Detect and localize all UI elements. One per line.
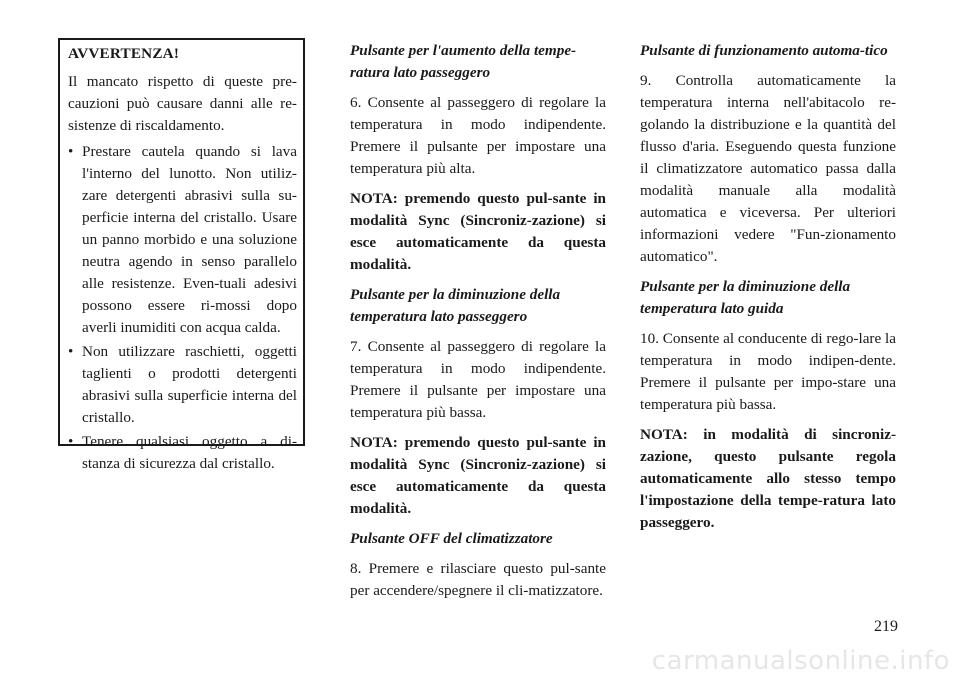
paragraph: 6. Consente al passeggero di regolare la temperatura in modo indipendente. Premere il pulsante per impostare una temperatura più alta.	[350, 94, 606, 177]
paragraph: 8. Premere e rilasciare questo pul-sante per accendere/spegnere il cli-matizzatore.	[350, 560, 606, 599]
warning-bullet-text: Non utilizzare raschietti, oggetti taglienti o prodotti detergenti abrasivi sulla superficie interna del cristallo.	[82, 343, 297, 426]
warning-bullet-list	[68, 141, 297, 475]
section-heading: Pulsante per la diminuzione della temperatura lato passeggero	[350, 286, 561, 325]
bullet-icon: •	[68, 433, 74, 450]
section-heading: Pulsante per la diminuzione della temperatura lato guida	[640, 278, 851, 317]
note: NOTA: in modalità di sincroniz-zazione, questo pulsante regola automaticamente allo stesso tempo l'impostazione della tempe-ratura lato passeggero.	[640, 426, 896, 531]
warning-bullet	[68, 341, 297, 429]
watermark: carmanualsonline.info	[651, 646, 950, 676]
warning-bullet-text: Tenere qualsiasi oggetto a di-stanza di sicurezza dal cristallo.	[82, 433, 297, 472]
warning-intro: Il mancato rispetto di queste pre-cauzioni può causare danni alle re-sistenze di riscaldamento.	[68, 73, 297, 134]
paragraph: 7. Consente al passeggero di regolare la temperatura in modo indipendente. Premere il pulsante per impostare una temperatura più bassa.	[350, 338, 606, 421]
bullet-icon: •	[68, 343, 74, 360]
warning-bullet	[68, 141, 297, 339]
paragraph: 9. Controlla automaticamente la temperatura interna nell'abitacolo re-golando la distribuzione e la quantità del flusso d'aria. Eseguendo questa funzione il climatizzatore automatico passa dalla modalità manuale alla modalità automatica e viceversa. Per ulteriori informazioni vedere "Fun-zionamento automatico".	[640, 72, 896, 265]
section-heading: Pulsante di funzionamento automa-tico	[640, 42, 888, 59]
paragraph: 10. Consente al conducente di rego-lare la temperatura in modo indipen-dente. Premere il pulsante per impo-stare una temperatura più bassa.	[640, 330, 896, 413]
note: NOTA: premendo questo pul-sante in modalità Sync (Sincroniz-zazione) si esce automaticamente da questa modalità.	[350, 434, 606, 517]
section-heading: Pulsante OFF del climatizzatore	[350, 530, 553, 547]
bullet-icon: •	[68, 143, 74, 160]
middle-column	[350, 40, 606, 610]
warning-bullet-text: Prestare cautela quando si lava l'interno del lunotto. Non utiliz-zare detergenti abrasivi sulla su-perficie interna del cristallo. Usare un panno morbido e una soluzione neutra agendo in senso parallelo alle resistenze. Even-tuali adesivi possono essere ri-mossi dopo averli inumiditi con acqua calda.	[82, 143, 297, 336]
page-number: 219	[874, 618, 898, 635]
right-column	[640, 40, 896, 542]
warning-bullet	[68, 431, 297, 475]
note: NOTA: premendo questo pul-sante in modalità Sync (Sincroniz-zazione) si esce automaticamente da questa modalità.	[350, 190, 606, 273]
warning-title: AVVERTENZA!	[68, 45, 180, 62]
section-heading: Pulsante per l'aumento della tempe-ratura lato passeggero	[350, 42, 577, 81]
warning-box	[58, 38, 305, 472]
